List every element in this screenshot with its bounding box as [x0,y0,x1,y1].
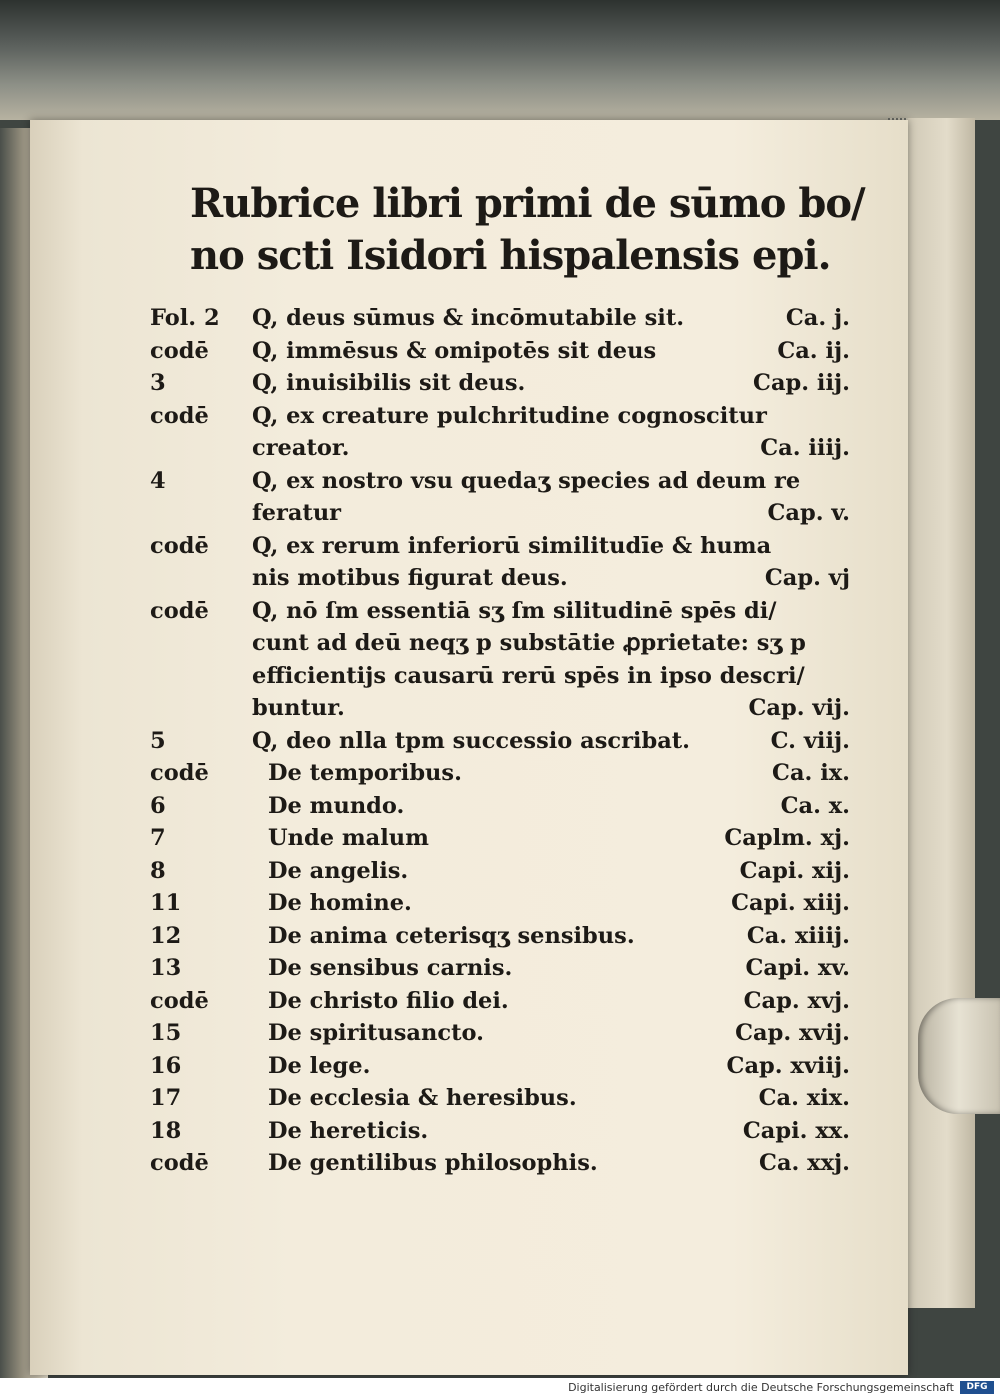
folio-number: codē [150,1150,209,1176]
rubric-title: Q, ex rerum inferiorū similitudīe & huma [252,532,772,559]
folio-number: 13 [150,955,182,981]
chapter-number: Ca. ij. [777,337,850,364]
book-top-edge [0,0,1000,120]
rubric-title-continuation: creator. [252,435,350,461]
rubric-title-continuation: feratur [252,500,342,526]
rubric-title: De hereticis. [268,1117,429,1144]
rubric-title: Q, deo nlla tpm successio ascribat. [252,727,691,754]
rubric-title: Q, inuisibilis sit deus. [252,370,526,396]
folio-number: 18 [150,1117,182,1144]
rubric-title: De temporibus. [268,760,462,786]
rubric-title: Q, nō ſm essentiā sʒ ſm silitudinē spēs di/ [252,597,777,624]
chapter-number: Ca. j. [785,305,850,331]
folio-number: 3 [150,370,166,396]
rubric-title: De spiritusancto. [268,1020,484,1046]
folio-number: 5 [150,727,166,754]
rubric-title-continuation: cunt ad deū neqʒ p substātie ꝓprietate: sʒ p [252,630,806,656]
rubric-title: De homine. [268,890,412,916]
chapter-number: Cap. vj [764,565,850,591]
folio-number: 6 [150,792,166,819]
rubric-title: De anima ceterisqʒ sensibus. [268,922,635,949]
back-page [905,118,975,1308]
folio-number: 8 [150,857,166,884]
chapter-number: Capi. xv. [745,955,850,981]
rubric-title-continuation: buntur. [252,695,345,721]
folio-number: Fol. 2 [150,305,220,331]
chapter-number: Caplm. xj. [724,825,850,851]
digitization-footer [0,1378,1000,1398]
page-heading-line-1: Rubrice libri primi de sūmo bo/ [190,180,865,227]
folio-number: codē [150,760,209,786]
folio-number: codē [150,597,209,624]
folio-number: 7 [150,825,166,851]
chapter-number: Ca. ix. [772,760,850,786]
chapter-number: Cap. xviij. [726,1052,850,1079]
rubric-title: De christo filio dei. [268,987,509,1014]
page-heading-line-2: no scti Isidori hispalensis epi. [190,232,831,279]
chapter-number: Capi. xiij. [731,890,850,916]
rubric-title: De gentilibus philosophis. [268,1150,598,1176]
rubric-title-continuation: nis motibus figurat deus. [252,565,568,591]
chapter-number: Cap. vij. [748,695,850,721]
folio-number: codē [150,402,209,429]
folio-number: 15 [150,1020,182,1046]
chapter-number: Capi. xij. [739,857,850,884]
book-clasp [918,998,1000,1114]
chapter-number: Cap. iij. [753,370,850,396]
rubric-title: Q, ex creature pulchritudine cognoscitur [252,402,767,429]
rubric-title: De mundo. [268,792,405,819]
folio-number: codē [150,337,209,364]
chapter-number: Ca. x. [780,792,850,819]
rubric-title: De ecclesia & heresibus. [268,1085,577,1111]
rubric-title: Q, ex nostro vsu quedaʒ species ad deum re [252,467,801,494]
chapter-number: Ca. xiiij. [746,922,850,949]
chapter-number: Ca. xxj. [759,1150,850,1176]
rubric-title: Unde malum [268,825,429,851]
chapter-number: C. viij. [770,727,850,754]
chapter-number: Cap. xvj. [743,987,850,1014]
folio-number: 11 [150,890,182,916]
rubric-title: De lege. [268,1052,371,1079]
folio-number: codē [150,987,209,1014]
rubric-title: Q, deus sūmus & incōmutabile sit. [252,305,685,331]
folio-number: 17 [150,1085,182,1111]
chapter-number: Ca. xix. [758,1085,850,1111]
chapter-number: Cap. v. [767,500,850,526]
folio-number: 12 [150,922,182,949]
footer-credit: Digitalisierung gefördert durch die Deutsche Forschungsgemeinschaft [568,1381,954,1394]
dfg-logo: DFG [960,1381,994,1394]
chapter-number: Cap. xvij. [735,1020,850,1046]
folio-number: 16 [150,1052,182,1079]
folio-number: 4 [150,467,166,494]
folio-number: codē [150,532,209,559]
rubric-title: Q, immēsus & omipotēs sit deus [252,337,657,364]
printed-page [30,120,908,1375]
chapter-number: Ca. iiij. [760,435,850,461]
rubric-title: De sensibus carnis. [268,955,513,981]
chapter-number: Capi. xx. [742,1117,850,1144]
rubric-title: De angelis. [268,857,409,884]
rubric-title-continuation: efficientijs causarū rerū spēs in ipso descri/ [252,662,805,689]
